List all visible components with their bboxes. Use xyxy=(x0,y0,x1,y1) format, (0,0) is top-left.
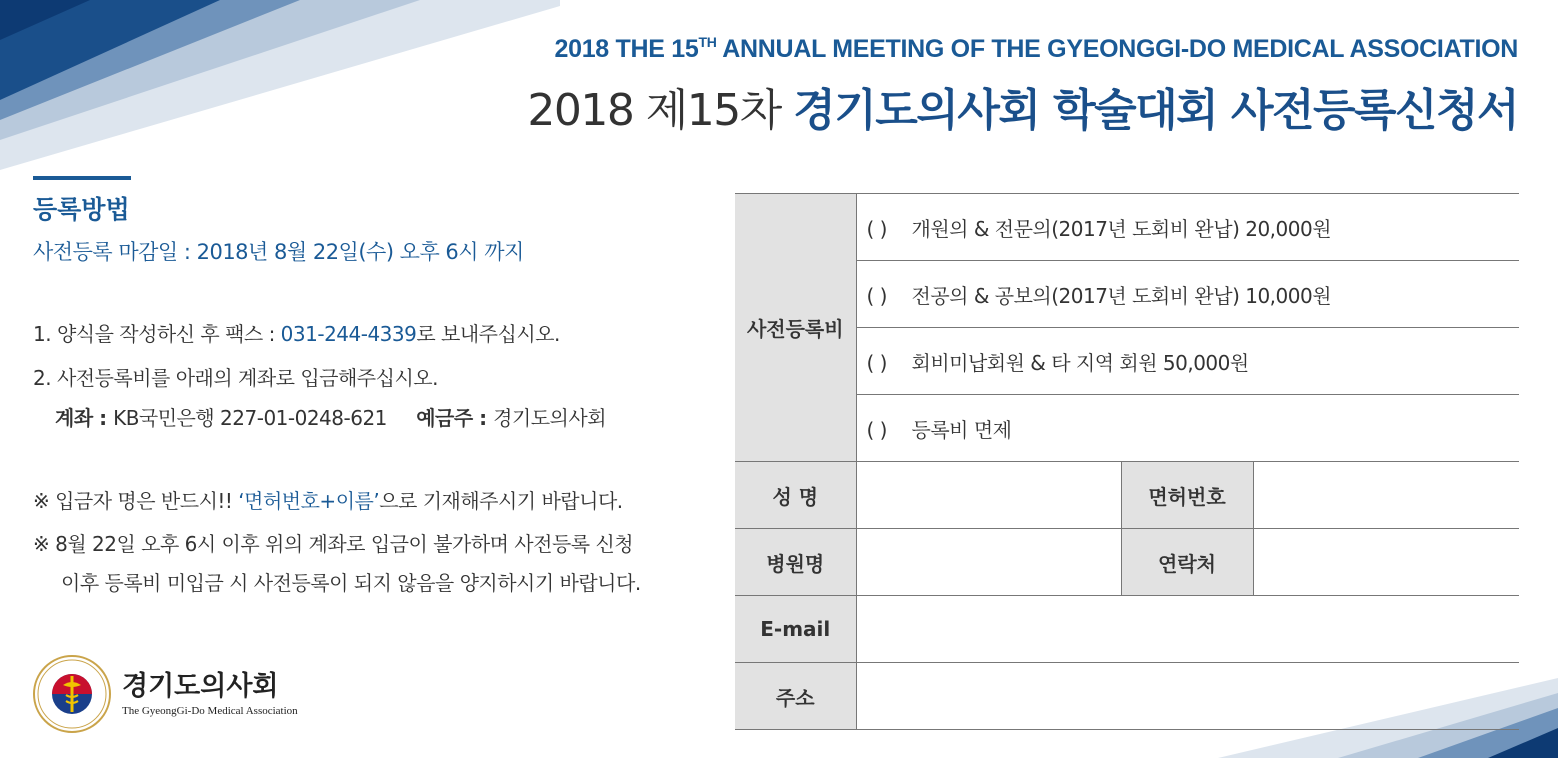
fax-number: 031-244-4339 xyxy=(280,322,417,346)
association-seal-icon xyxy=(33,655,111,733)
name-field[interactable] xyxy=(856,462,1121,529)
hospital-field[interactable] xyxy=(856,529,1121,596)
fee-option[interactable]: ( ) 회비미납회원 & 타 지역 회원 50,000원 xyxy=(856,328,1519,395)
note-1: ※ 입금자 명은 반드시!! ‘면허번호+이름’으로 기재해주시기 바랍니다. xyxy=(33,489,623,513)
step-1: 1. 양식을 작성하신 후 팩스 : 031-244-4339로 보내주십시오. xyxy=(33,322,560,346)
note-2-line-2: 이후 등록비 미입금 시 사전등록이 되지 않음을 양지하시기 바랍니다. xyxy=(61,571,641,595)
email-label: E-mail xyxy=(735,596,856,663)
name-row xyxy=(735,462,1519,529)
registration-form xyxy=(735,193,1519,730)
contact-field[interactable] xyxy=(1253,529,1519,596)
fee-label: 사전등록비 xyxy=(735,194,856,462)
page-title: 2018 제15차 경기도의사회 학술대회 사전등록신청서 xyxy=(527,85,1518,136)
account-info: 계좌 : KB국민은행 227-01-0248-621 예금주 : 경기도의사회 xyxy=(55,406,607,430)
email-field[interactable] xyxy=(856,596,1519,663)
association-english-name: The GyeongGi-Do Medical Association xyxy=(122,705,298,717)
address-row xyxy=(735,663,1519,730)
hospital-row xyxy=(735,529,1519,596)
fee-row-1 xyxy=(735,194,1519,261)
license-field[interactable] xyxy=(1253,462,1519,529)
corner-decoration-top-left xyxy=(0,0,560,170)
association-name: 경기도의사회 xyxy=(122,671,279,702)
checkbox-paren: ( ) xyxy=(866,283,887,308)
contact-label: 연락처 xyxy=(1121,529,1253,596)
step-2: 2. 사전등록비를 아래의 계좌로 입금해주십시오. xyxy=(33,366,438,390)
address-label: 주소 xyxy=(735,663,856,730)
fee-option[interactable]: ( ) 등록비 면제 xyxy=(856,395,1519,462)
address-field[interactable] xyxy=(856,663,1519,730)
section-heading: 등록방법 xyxy=(33,195,130,224)
hospital-label: 병원명 xyxy=(735,529,856,596)
checkbox-paren: ( ) xyxy=(866,350,887,375)
name-label: 성 명 xyxy=(735,462,856,529)
deadline-text: 사전등록 마감일 : 2018년 8월 22일(수) 오후 6시 까지 xyxy=(33,240,524,264)
note-2-line-1: ※ 8월 22일 오후 6시 이후 위의 계좌로 입금이 불가하며 사전등록 신청 xyxy=(33,532,634,556)
checkbox-paren: ( ) xyxy=(866,417,887,442)
section-accent-bar xyxy=(33,176,131,180)
fee-option[interactable]: ( ) 전공의 & 공보의(2017년 도회비 완납) 10,000원 xyxy=(856,261,1519,328)
license-label: 면허번호 xyxy=(1121,462,1253,529)
email-row xyxy=(735,596,1519,663)
checkbox-paren: ( ) xyxy=(866,216,887,241)
fee-option[interactable]: ( ) 개원의 & 전문의(2017년 도회비 완납) 20,000원 xyxy=(856,194,1519,261)
english-subtitle: 2018 THE 15TH ANNUAL MEETING OF THE GYEONGGI-DO MEDICAL ASSOCIATION xyxy=(554,34,1518,63)
